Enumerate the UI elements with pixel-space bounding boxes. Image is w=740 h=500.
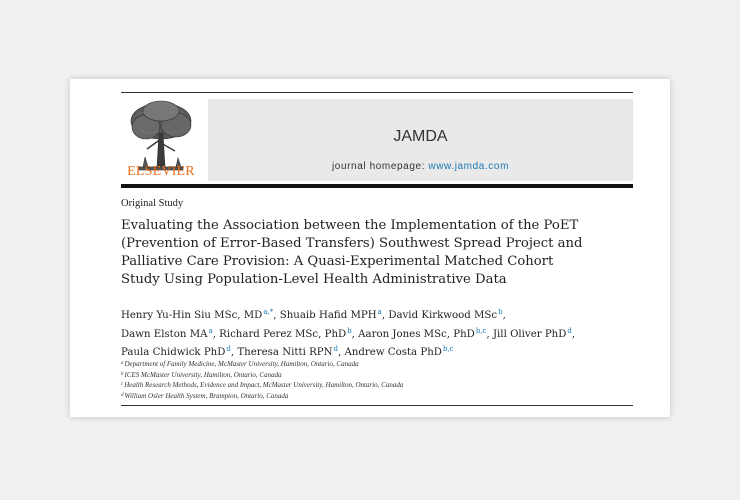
title-line: Evaluating the Association between the Implementation of the PoET [121, 218, 579, 233]
affiliation-text: ICES McMaster University, Hamilton, Ontario, Canada [124, 370, 282, 379]
author-separator: , [571, 328, 576, 340]
author-affiliation-ref[interactable]: a,* [263, 308, 274, 316]
header-top-rule [121, 92, 633, 93]
author-name[interactable]: Aaron Jones MSc, PhD [358, 328, 475, 340]
author-separator: , [273, 310, 280, 321]
author-separator: , [212, 328, 220, 340]
author-affiliation-ref[interactable]: d [333, 345, 338, 353]
author-list [121, 305, 641, 361]
publisher-wordmark: ELSEVIER [127, 164, 195, 179]
author-line [121, 324, 641, 343]
author-affiliation-ref[interactable]: d [226, 345, 231, 353]
author-affiliation-ref[interactable]: b,c [442, 345, 454, 353]
author-affiliation-ref[interactable]: d [567, 326, 572, 335]
affiliation-item [121, 370, 633, 381]
journal-banner [208, 99, 633, 181]
author-separator: , [338, 347, 345, 358]
homepage-label: journal homepage: [331, 161, 429, 172]
affiliation-key: c [121, 382, 124, 388]
author-affiliation-ref[interactable]: a [377, 308, 382, 316]
article-title [121, 217, 633, 289]
affiliation-item [121, 391, 633, 402]
author-line [121, 342, 641, 361]
affiliation-key: d [121, 392, 124, 398]
author-affiliation-ref[interactable]: b,c [475, 326, 487, 335]
homepage-link[interactable]: www.jamda.com [428, 161, 510, 172]
title-line: Palliative Care Provision: A Quasi-Experimental Matched Cohort [121, 254, 554, 269]
title-line: (Prevention of Error-Based Transfers) Southwest Spread Project and [121, 236, 583, 251]
author-affiliation-ref[interactable]: b [498, 308, 503, 316]
author-line [121, 305, 641, 324]
affiliation-text: Department of Family Medicine, McMaster University, Hamilton, Ontario, Canada [124, 360, 359, 368]
affiliation-item [121, 380, 633, 391]
author-name[interactable]: Andrew Costa PhD [344, 347, 442, 358]
affiliation-list [121, 359, 633, 401]
author-separator: , [486, 328, 493, 340]
author-affiliation-ref[interactable]: a [208, 326, 213, 335]
article-type: Original Study [121, 198, 184, 209]
affiliation-key: a [121, 361, 124, 366]
author-affiliation-ref[interactable]: b [347, 326, 352, 335]
author-name[interactable]: Shuaib Hafid MPH [279, 310, 377, 321]
journal-homepage [208, 161, 633, 172]
author-name[interactable]: Dawn Elston MA [121, 328, 208, 340]
author-separator: , [351, 328, 359, 340]
author-separator: , [381, 310, 389, 321]
affiliation-text: Health Research Methods, Evidence and Impact, McMaster University, Hamilton, Ontario, Canada [124, 381, 404, 390]
author-name[interactable]: Jill Oliver PhD [492, 328, 567, 340]
author-name[interactable]: Henry Yu-Hin Siu MSc, MD [121, 310, 263, 321]
author-name[interactable]: Theresa Nitti RPN [237, 347, 333, 358]
author-name[interactable]: David Kirkwood MSc [388, 310, 498, 321]
affiliation-text: William Osler Health System, Brampton, Ontario, Canada [124, 391, 289, 400]
paper-page [70, 79, 670, 417]
author-name[interactable]: Paula Chidwick PhD [121, 347, 226, 358]
author-name[interactable]: Richard Perez MSc, PhD [219, 328, 347, 340]
author-separator: , [502, 310, 506, 321]
header-thick-rule [121, 184, 633, 188]
footer-rule [121, 405, 633, 406]
affiliation-item [121, 359, 633, 370]
journal-title: JAMDA [393, 128, 448, 145]
author-separator: , [230, 347, 238, 358]
affiliation-key: b [121, 371, 124, 377]
title-line: Study Using Population-Level Health Administrative Data [121, 272, 507, 287]
